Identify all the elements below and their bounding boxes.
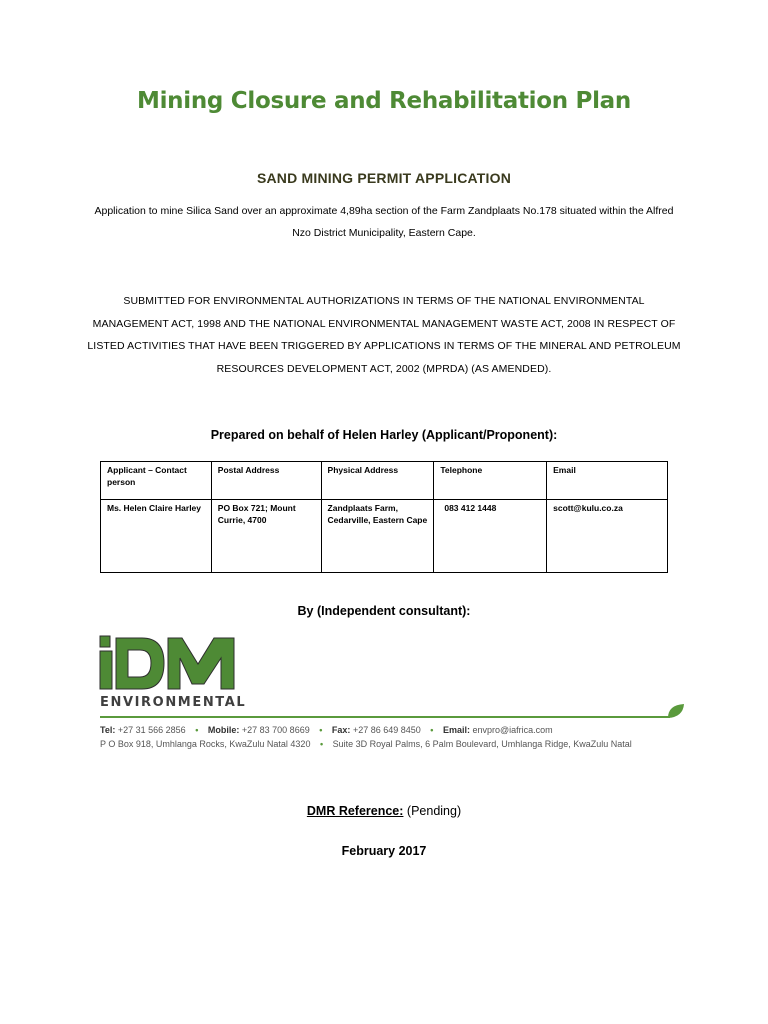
table-cell: PO Box 721; Mount Currie, 4700: [211, 500, 321, 573]
fax-label: Fax:: [331, 725, 351, 735]
table-cell: scott@kulu.co.za: [547, 500, 668, 573]
leaf-icon: [666, 702, 686, 720]
document-date: February 2017: [341, 844, 427, 858]
tel-value: +27 31 566 2856: [117, 725, 186, 735]
separator-dot: •: [195, 725, 199, 735]
table-cell: Ms. Helen Claire Harley: [101, 500, 212, 573]
prepared-heading: Prepared on behalf of Helen Harley (Applicant/Proponent):: [210, 428, 558, 442]
document-subtitle: SAND MINING PERMIT APPLICATION: [256, 170, 512, 186]
contact-line: [100, 725, 553, 735]
separator-dot: •: [430, 725, 434, 735]
email-value: envpro@iafrica.com: [472, 725, 553, 735]
consultant-heading: By (Independent consultant):: [297, 604, 471, 618]
table-cell: Zandplaats Farm, Cedarville, Eastern Cape: [321, 500, 434, 573]
dmr-label: DMR Reference:: [306, 804, 404, 818]
physical-address: Suite 3D Royal Palms, 6 Palm Boulevard, Umhlanga Ridge, KwaZulu Natal: [332, 739, 632, 749]
table-header-cell: Physical Address: [321, 462, 434, 500]
separator-dot: •: [319, 725, 323, 735]
divider-line: [100, 716, 670, 718]
dmr-value: (Pending): [403, 804, 462, 818]
mobile-value: +27 83 700 8669: [241, 725, 310, 735]
document-title: Mining Closure and Rehabilitation Plan: [137, 88, 631, 114]
table-header-cell: Email: [547, 462, 668, 500]
postal-address: P O Box 918, Umhlanga Rocks, KwaZulu Natal 4320: [100, 739, 311, 749]
table-row: [101, 500, 668, 573]
intro-paragraph: Application to mine Silica Sand over an approximate 4,89ha section of the Farm Zandplaats No.178 situated within the Alfred Nzo District Municipality, Eastern Cape.: [94, 205, 674, 239]
tel-label: Tel:: [100, 725, 116, 735]
applicant-table: [100, 461, 668, 573]
table-header-cell: Applicant – Contact person: [101, 462, 212, 500]
address-line: [100, 739, 632, 749]
fax-value: +27 86 649 8450: [352, 725, 421, 735]
table-cell: 083 412 1448: [434, 500, 547, 573]
logo-wordmark: ENVIRONMENTAL: [100, 695, 247, 710]
dmr-reference: [0, 804, 768, 818]
table-header-row: [101, 462, 668, 500]
submitted-paragraph: SUBMITTED FOR ENVIRONMENTAL AUTHORIZATIONS IN TERMS OF THE NATIONAL ENVIRONMENTAL MANAGEMENT ACT, 1998 AND THE NATIONAL ENVIRONMENTAL MANAGEMENT WASTE ACT, 2008 IN RESPECT OF LISTED ACTIVITIES THAT HAVE BEEN TRIGGERED BY APPLICATIONS IN TERMS OF THE MINERAL AND PETROLEUM RESOURCES DEVELOPMENT ACT, 2002 (MPRDA) (AS AMENDED).: [87, 295, 681, 375]
email-label: Email:: [442, 725, 470, 735]
mobile-label: Mobile:: [207, 725, 240, 735]
table-header-cell: Telephone: [434, 462, 547, 500]
table-header-cell: Postal Address: [211, 462, 321, 500]
separator-dot: •: [319, 739, 324, 749]
